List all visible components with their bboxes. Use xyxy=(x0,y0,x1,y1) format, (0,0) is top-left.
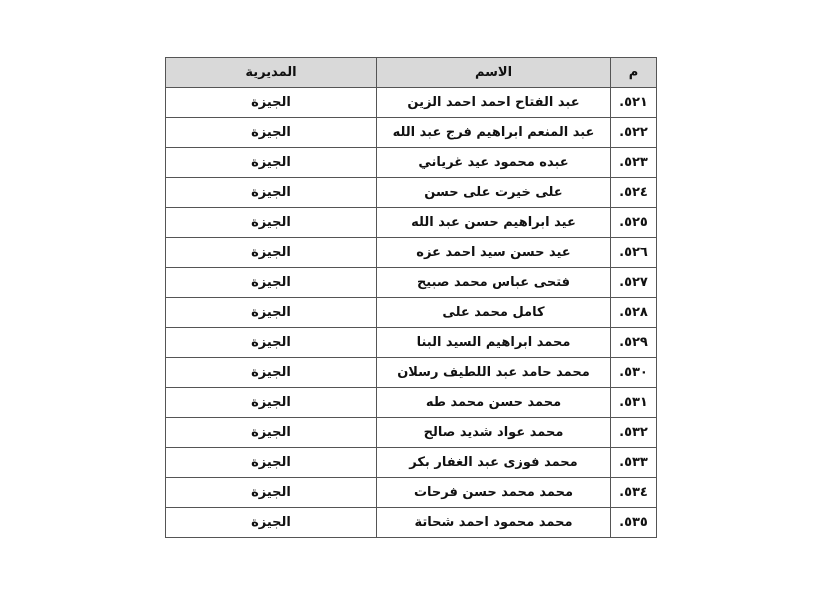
row-name: محمد فوزى عبد الغفار بكر xyxy=(377,448,611,478)
row-directorate: الجيزة xyxy=(166,418,377,448)
row-directorate: الجيزة xyxy=(166,298,377,328)
row-number: ٥٢٣. xyxy=(611,148,657,178)
table-row xyxy=(166,208,657,238)
header-number: م xyxy=(611,58,657,88)
row-name: محمد محمود احمد شحاتة xyxy=(377,508,611,538)
table-row xyxy=(166,478,657,508)
row-directorate: الجيزة xyxy=(166,448,377,478)
row-name: عبده محمود عيد غرياني xyxy=(377,148,611,178)
table-row xyxy=(166,268,657,298)
row-name: محمد حسن محمد طه xyxy=(377,388,611,418)
table-row xyxy=(166,508,657,538)
header-name: الاسم xyxy=(377,58,611,88)
row-name: عبد المنعم ابراهيم فرج عبد الله xyxy=(377,118,611,148)
row-directorate: الجيزة xyxy=(166,358,377,388)
row-number: ٥٢١. xyxy=(611,88,657,118)
row-directorate: الجيزة xyxy=(166,88,377,118)
row-name: فتحى عباس محمد صبيح xyxy=(377,268,611,298)
row-directorate: الجيزة xyxy=(166,148,377,178)
row-name: عيد حسن سيد احمد عزه xyxy=(377,238,611,268)
row-number: ٥٣٠. xyxy=(611,358,657,388)
table-header xyxy=(166,58,657,88)
row-directorate: الجيزة xyxy=(166,268,377,298)
row-name: محمد عواد شديد صالح xyxy=(377,418,611,448)
row-name: عبد الفتاح احمد احمد الزين xyxy=(377,88,611,118)
row-directorate: الجيزة xyxy=(166,388,377,418)
row-number: ٥٢٥. xyxy=(611,208,657,238)
table-row xyxy=(166,298,657,328)
row-directorate: الجيزة xyxy=(166,478,377,508)
row-number: ٥٢٨. xyxy=(611,298,657,328)
table-row xyxy=(166,358,657,388)
row-directorate: الجيزة xyxy=(166,118,377,148)
table-row xyxy=(166,418,657,448)
header-row xyxy=(166,58,657,88)
row-number: ٥٢٩. xyxy=(611,328,657,358)
table-row xyxy=(166,238,657,268)
row-number: ٥٣٥. xyxy=(611,508,657,538)
row-name: على خيرت على حسن xyxy=(377,178,611,208)
table-row xyxy=(166,178,657,208)
row-name: محمد ابراهيم السيد البنا xyxy=(377,328,611,358)
table-row xyxy=(166,88,657,118)
table-body xyxy=(166,88,657,538)
header-directorate: المديرية xyxy=(166,58,377,88)
table-row xyxy=(166,148,657,178)
row-number: ٥٣٣. xyxy=(611,448,657,478)
row-number: ٥٢٢. xyxy=(611,118,657,148)
row-number: ٥٣١. xyxy=(611,388,657,418)
table-row xyxy=(166,118,657,148)
row-name: محمد حامد عبد اللطيف رسلان xyxy=(377,358,611,388)
row-number: ٥٢٦. xyxy=(611,238,657,268)
table-row xyxy=(166,448,657,478)
table-row xyxy=(166,388,657,418)
row-directorate: الجيزة xyxy=(166,208,377,238)
row-directorate: الجيزة xyxy=(166,508,377,538)
row-name: محمد محمد حسن فرحات xyxy=(377,478,611,508)
row-directorate: الجيزة xyxy=(166,178,377,208)
row-directorate: الجيزة xyxy=(166,328,377,358)
row-number: ٥٣٤. xyxy=(611,478,657,508)
row-directorate: الجيزة xyxy=(166,238,377,268)
table-row xyxy=(166,328,657,358)
row-number: ٥٢٧. xyxy=(611,268,657,298)
row-number: ٥٢٤. xyxy=(611,178,657,208)
row-name: عيد ابراهيم حسن عبد الله xyxy=(377,208,611,238)
row-name: كامل محمد على xyxy=(377,298,611,328)
names-table xyxy=(165,57,657,538)
row-number: ٥٣٢. xyxy=(611,418,657,448)
